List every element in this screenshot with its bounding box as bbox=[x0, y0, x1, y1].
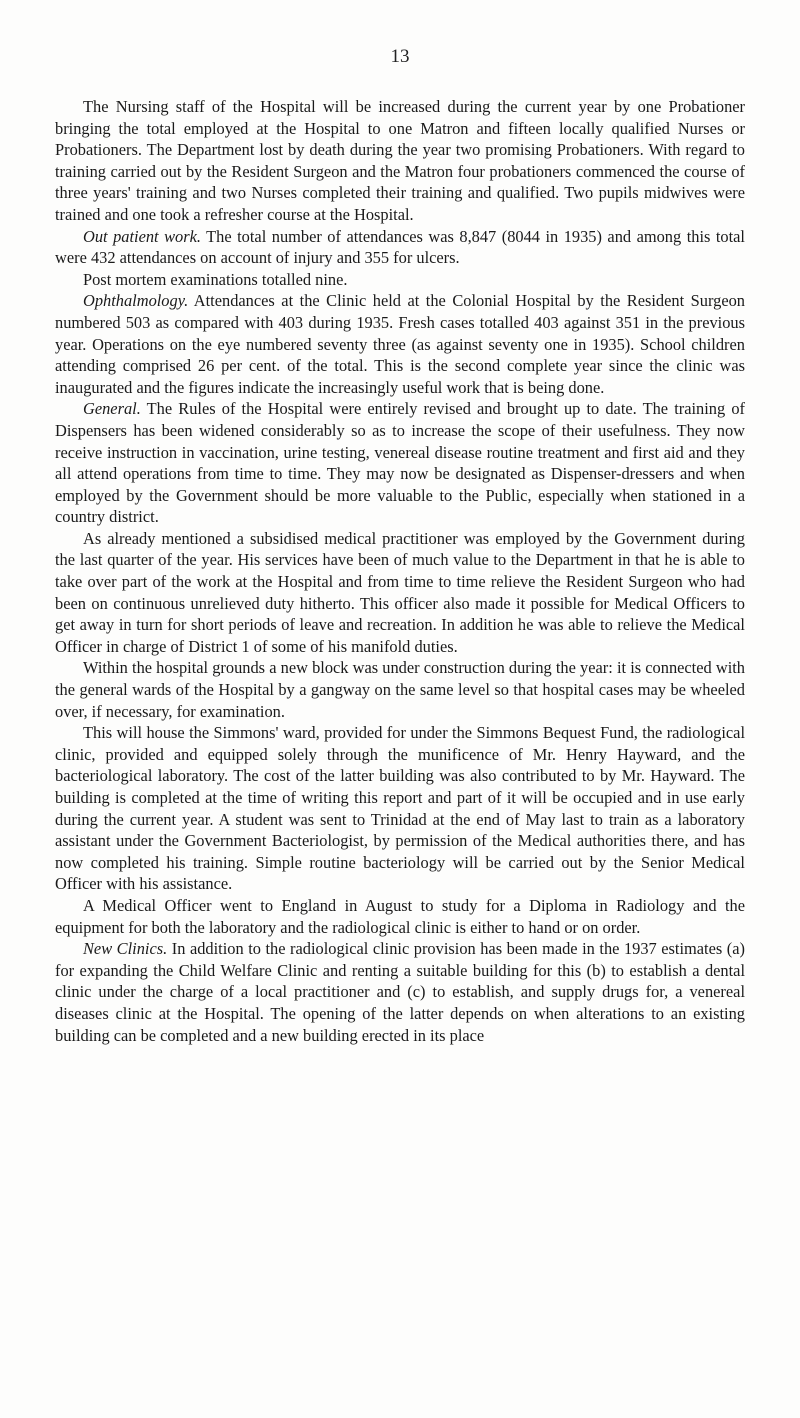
text-ophthalmology: Attendances at the Clinic held at the Colonial Hospital by the Resident Surgeon numbered 503 as compared with 403 during 1935. Fresh cases totalled 403 against 351 in the previous year. Operations on the eye numbered seventy three (as against seventy one in 1935). School children attending comprised 26 per cent. of the total. This is the second complete year since the clinic was inaugurated and the figures indicate the increasingly useful work that is being done. bbox=[55, 291, 745, 397]
paragraph-simmons: This will house the Simmons' ward, provided for under the Simmons Bequest Fund, the radiological clinic, provided and equipped solely through the munificence of Mr. Henry Hayward, and the bacteriological laboratory. The cost of the latter building was also contributed to by Mr. Hayward. The building is completed at the time of writing this report and part of it will be occupied and in use early during the current year. A student was sent to Trinidad at the end of May last to train as a laboratory assistant under the Government Bacteriologist, by permission of the Medical authorities there, and has now completed his training. Simple routine bacteriology will be carried out by the Senior Medical Officer with his assistance. bbox=[55, 723, 745, 894]
paragraph-ophthalmology bbox=[55, 290, 745, 398]
text-outpatient: The total number of attendances was 8,847 (8044 in 1935) and among this total were 432 attendances on account of injury and 355 for ulcers. bbox=[55, 226, 745, 268]
paragraph-radiology: A Medical Officer went to England in August to study for a Diploma in Radiology and the equipment for both the laboratory and the radiological clinic is either to hand or on order. bbox=[55, 895, 745, 937]
paragraph-general bbox=[55, 398, 745, 528]
text-new-clinics: In addition to the radiological clinic provision has been made in the 1937 estimates (a) for expanding the Child Welfare Clinic and renting a suitable building for this (b) to establish a dental clinic under the charge of a local practitioner and (c) to establish, and supply drugs for, a venereal diseases clinic at the Hospital. The opening of the latter depends on when alterations to an existing building can be completed and a new building erected in its place bbox=[55, 939, 745, 1045]
paragraph-postmortem: Post mortem examinations totalled nine. bbox=[83, 269, 348, 289]
paragraph-nursing: The Nursing staff of the Hospital will be increased during the current year by one Probationer bringing the total employed at the Hospital to one Matron and fifteen locally qualified Nurses or Probationers. The Department lost by death during the year two promising Probationers. With regard to training carried out by the Resident Surgeon and the Matron four probationers commenced the course of three years' training and two Nurses completed their training and qualified. Two pupils midwives were trained and one took a refresher course at the Hospital. bbox=[55, 97, 745, 224]
paragraph-new-clinics bbox=[55, 938, 745, 1046]
heading-new-clinics: New Clinics. bbox=[83, 939, 168, 959]
paragraph-outpatient bbox=[55, 226, 745, 269]
text-general: The Rules of the Hospital were entirely revised and brought up to date. The training of Dispensers has been widened considerably so as to increase the scope of their usefulness. They now receive instruction in vaccination, urine testing, venereal disease routine treatment and first aid and they all attend operations from time to time. They may now be designated as Dispenser-dressers and when employed by the Government should be more valuable to the Public, especially when stationed in a country district. bbox=[55, 399, 745, 527]
paragraph-medical-practitioner: As already mentioned a subsidised medical practitioner was employed by the Government during the last quarter of the year. His services have been of much value to the Department in that he is able to take over part of the work at the Hospital and from time to time relieve the Resident Surgeon who had been on continuous unrelieved duty hitherto. This officer also made it possible for Medical Officers to get away in turn for short periods of leave and recreation. In addition he was able to relieve the Medical Officer in charge of District 1 of some of his manifold duties. bbox=[55, 528, 745, 656]
paragraph-new-block: Within the hospital grounds a new block was under construction during the year: it is connected with the general wards of the Hospital by a gangway on the same level so that hospital cases may be wheeled over, if necessary, for examination. bbox=[55, 658, 745, 721]
heading-ophthalmology: Ophthalmology. bbox=[83, 291, 189, 311]
report-body bbox=[55, 96, 745, 1046]
heading-outpatient: Out patient work. bbox=[83, 226, 201, 246]
page-number: 13 bbox=[390, 46, 410, 67]
heading-general: General. bbox=[83, 399, 141, 419]
